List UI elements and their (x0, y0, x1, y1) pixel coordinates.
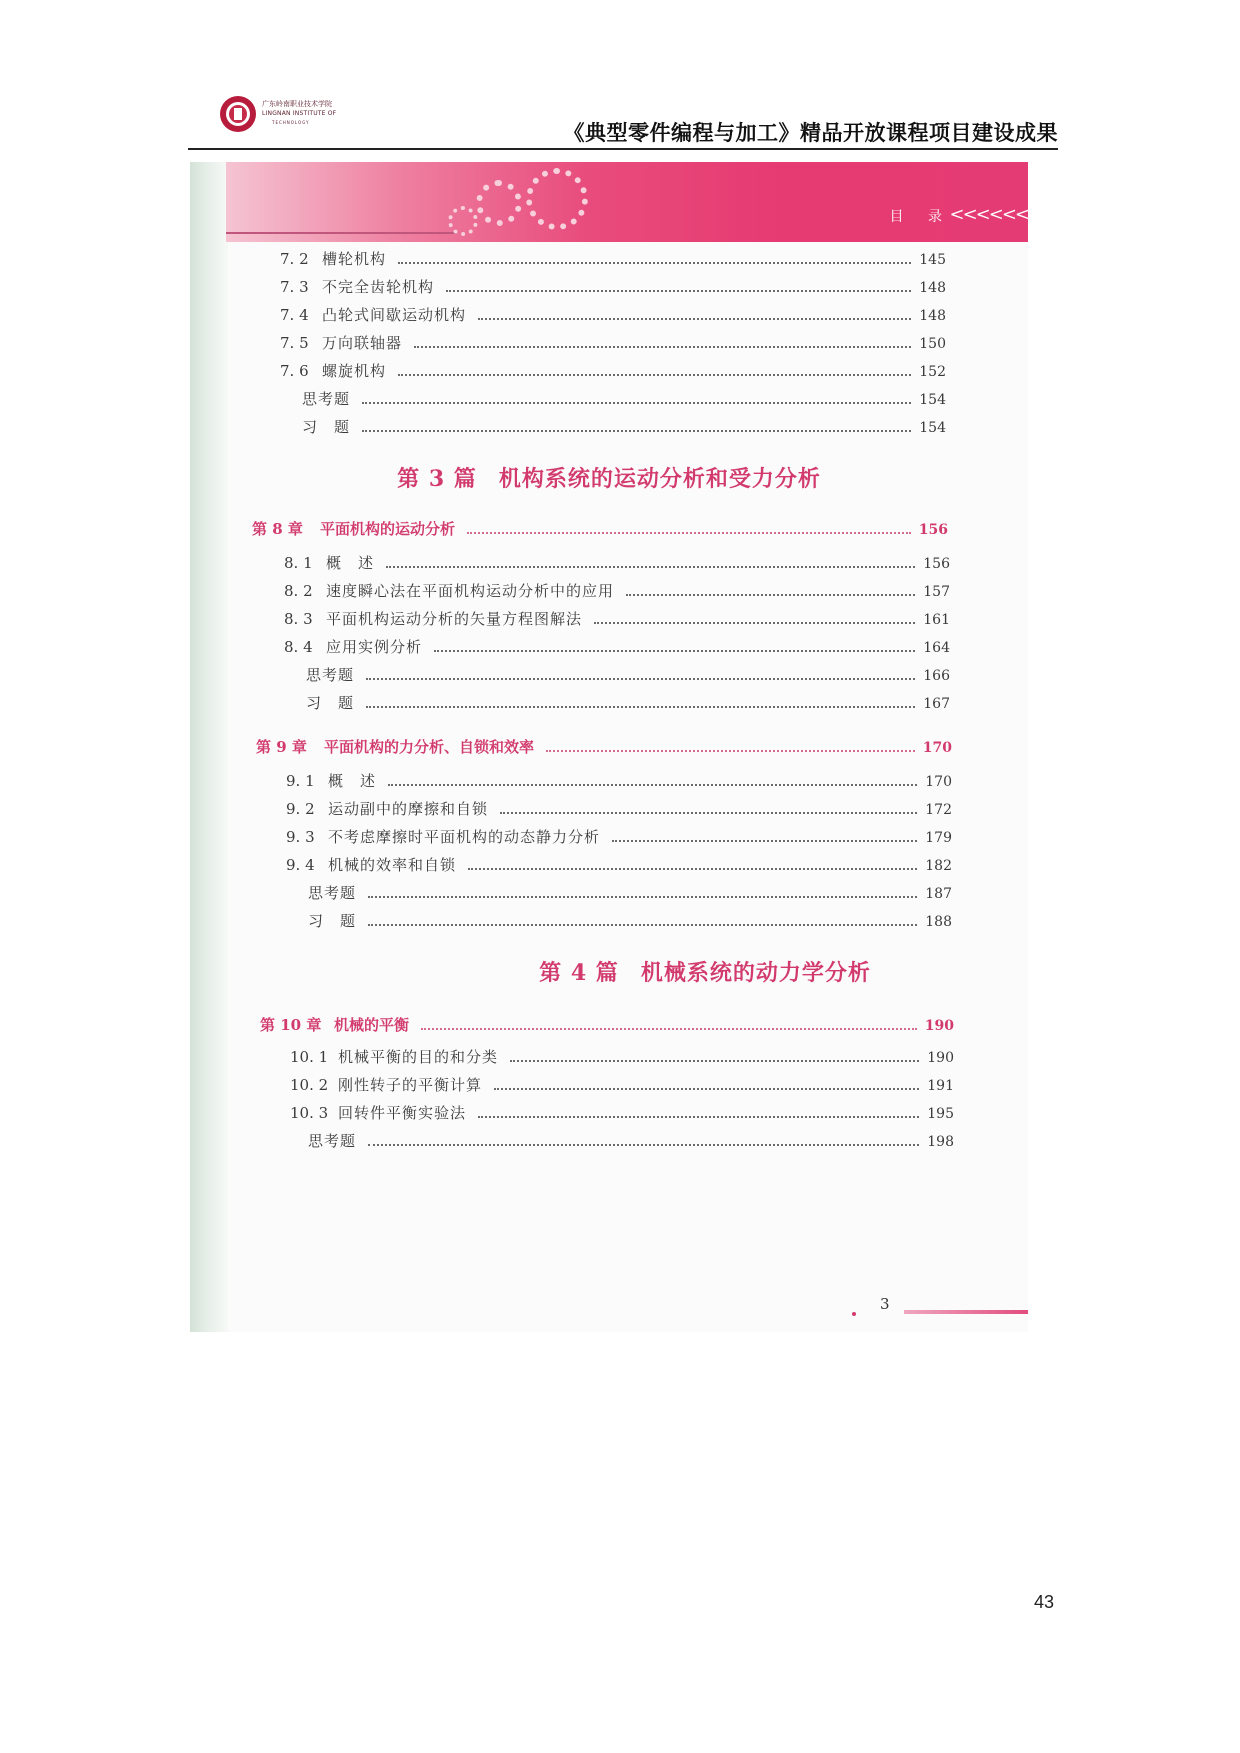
dot-leader (398, 262, 911, 264)
dot-leader (368, 896, 917, 898)
toc-entry (290, 1102, 954, 1124)
entry-page: 154 (919, 420, 946, 436)
entry-title: 习 题 (308, 912, 357, 930)
dot-leader (468, 868, 917, 870)
entry-number: 10. 3 (290, 1104, 329, 1122)
entry-page: 170 (925, 774, 952, 790)
chapter-title: 平面机构的力分析、自锁和效率 (324, 738, 535, 756)
entry-number: 8. 1 (284, 554, 313, 572)
entry-title: 机械平衡的目的和分类 (338, 1048, 499, 1066)
entry-title: 机械的效率和自锁 (328, 856, 457, 874)
dot-leader (388, 784, 917, 786)
scanned-book-page (190, 162, 1028, 1332)
chevrons-icon: <<<<<< (949, 204, 1028, 225)
toc-entry (286, 770, 952, 792)
chapter-page: 156 (918, 522, 948, 538)
logo-text (262, 100, 336, 127)
school-logo-icon (218, 94, 258, 134)
dot-leader (500, 812, 917, 814)
entry-number: 8. 4 (284, 638, 313, 656)
entry-page: 145 (919, 252, 946, 268)
entry-page: 179 (925, 830, 952, 846)
book-page-number: 3 (880, 1295, 890, 1313)
entry-number: 7. 2 (280, 250, 309, 268)
entry-page: 195 (927, 1106, 954, 1122)
toc-entry (290, 1074, 954, 1096)
page-binding-shadow (190, 162, 228, 1332)
entry-number: 8. 2 (284, 582, 313, 600)
entry-title: 不完全齿轮机构 (322, 278, 435, 296)
entry-title: 螺旋机构 (322, 362, 387, 380)
toc-entry (280, 248, 946, 270)
entry-number: 7. 6 (280, 362, 309, 380)
book-page-footer (852, 1295, 1028, 1325)
entry-page: 172 (925, 802, 952, 818)
toc-entry (284, 636, 950, 658)
entry-page: 187 (925, 886, 952, 902)
dot-leader (421, 1028, 917, 1030)
part-heading (286, 956, 1028, 987)
chapter-page: 170 (922, 740, 952, 756)
chapter-number: 第 10 章 (260, 1016, 322, 1034)
part-title: 机械系统的动力学分析 (640, 960, 871, 986)
entry-number: 7. 3 (280, 278, 309, 296)
toc-entry (286, 826, 952, 848)
logo-cn: 广东岭南职业技术学院 (262, 100, 332, 108)
entry-title: 凸轮式间歇运动机构 (322, 306, 467, 324)
entry-number: 9. 3 (286, 828, 315, 846)
toc-entry (284, 580, 950, 602)
page-number: 43 (1033, 1592, 1054, 1612)
entry-page: 188 (925, 914, 952, 930)
entry-page: 157 (923, 584, 950, 600)
entry-title: 概 述 (326, 554, 375, 572)
entry-title: 应用实例分析 (326, 638, 423, 656)
entry-page: 154 (919, 392, 946, 408)
dot-leader (386, 566, 915, 568)
entry-title: 回转件平衡实验法 (338, 1104, 467, 1122)
dot-leader (612, 840, 917, 842)
toc-entry (290, 1046, 954, 1068)
entry-page: 150 (919, 336, 946, 352)
dot-leader (546, 750, 915, 752)
chapter-number: 第 8 章 (252, 520, 303, 538)
chapter-title: 机械的平衡 (334, 1016, 410, 1034)
toc-entry (308, 910, 952, 932)
entry-number: 9. 4 (286, 856, 315, 874)
dot-leader (366, 678, 915, 680)
gear-icon (448, 206, 478, 236)
entry-page: 191 (927, 1078, 954, 1094)
toc-entry (284, 552, 950, 574)
toc-entry (280, 276, 946, 298)
entry-title: 不考虑摩擦时平面机构的动态静力分析 (328, 828, 601, 846)
toc-entry (308, 1130, 954, 1152)
part-number: 第 3 篇 (397, 466, 477, 492)
dot-leader (478, 1116, 919, 1118)
toc-entry (280, 360, 946, 382)
toc-entry (302, 388, 946, 410)
dot-leader (626, 594, 915, 596)
dot-leader (494, 1088, 919, 1090)
entry-title: 思考题 (308, 1132, 357, 1150)
footer-bar (904, 1310, 1028, 1314)
entry-title: 习 题 (306, 694, 355, 712)
entry-page: 152 (919, 364, 946, 380)
dot-leader (446, 290, 911, 292)
entry-page: 148 (919, 280, 946, 296)
entry-number: 10. 2 (290, 1076, 329, 1094)
entry-title: 概 述 (328, 772, 377, 790)
dot-leader (398, 374, 911, 376)
entry-page: 164 (923, 640, 950, 656)
dot-leader (362, 430, 911, 432)
logo-en: LINGNAN INSTITUTE OF (262, 110, 337, 117)
document-header (188, 90, 1058, 150)
entry-page: 166 (923, 668, 950, 684)
entry-page: 156 (923, 556, 950, 572)
chapter-number: 第 9 章 (256, 738, 307, 756)
entry-number: 8. 3 (284, 610, 313, 628)
entry-number: 7. 5 (280, 334, 309, 352)
toc-entry (286, 854, 952, 876)
dot-leader (368, 924, 917, 926)
entry-page: 161 (923, 612, 950, 628)
banner-rule (226, 232, 456, 234)
entry-number: 7. 4 (280, 306, 309, 324)
entry-page: 148 (919, 308, 946, 324)
entry-title: 思考题 (302, 390, 351, 408)
entry-page: 190 (927, 1050, 954, 1066)
dot-leader (510, 1060, 919, 1062)
footer-dot (852, 1312, 856, 1316)
logo-en2: TECHNOLOGY (272, 120, 310, 125)
entry-title: 思考题 (306, 666, 355, 684)
dot-leader (362, 402, 911, 404)
dot-leader (434, 650, 915, 652)
dot-leader (478, 318, 911, 320)
toc-entry (284, 608, 950, 630)
toc-entry (308, 882, 952, 904)
contents-label: 目 录 (889, 209, 952, 225)
toc-chapter-entry (260, 1014, 954, 1036)
part-heading (190, 462, 1028, 493)
toc-entry (280, 304, 946, 326)
entry-number: 9. 1 (286, 772, 315, 790)
toc-chapter-entry (256, 736, 952, 758)
dot-leader (366, 706, 915, 708)
entry-number: 9. 2 (286, 800, 315, 818)
entry-page: 167 (923, 696, 950, 712)
entry-number: 10. 1 (290, 1048, 329, 1066)
dot-leader (594, 622, 915, 624)
document-title: 《典型零件编程与加工》精品开放课程项目建设成果 (563, 121, 1058, 145)
toc-entry (306, 664, 950, 686)
entry-title: 万向联轴器 (322, 334, 403, 352)
toc-entry (280, 332, 946, 354)
dot-leader (467, 532, 911, 534)
gear-icon (476, 180, 522, 226)
entry-page: 182 (925, 858, 952, 874)
entry-title: 运动副中的摩擦和自锁 (328, 800, 489, 818)
entry-title: 速度瞬心法在平面机构运动分析中的应用 (326, 582, 615, 600)
chapter-page: 190 (924, 1018, 954, 1034)
part-title: 机构系统的运动分析和受力分析 (498, 466, 821, 492)
dot-leader (414, 346, 911, 348)
entry-page: 198 (927, 1134, 954, 1150)
dot-leader (368, 1144, 919, 1146)
toc-entry (286, 798, 952, 820)
gear-icon (526, 168, 588, 230)
toc-entry (306, 692, 950, 714)
contents-banner (226, 162, 1028, 242)
entry-title: 槽轮机构 (322, 250, 387, 268)
entry-title: 习 题 (302, 418, 351, 436)
entry-title: 刚性转子的平衡计算 (338, 1076, 483, 1094)
entry-title: 平面机构运动分析的矢量方程图解法 (326, 610, 583, 628)
part-number: 第 4 篇 (539, 960, 619, 986)
chapter-title: 平面机构的运动分析 (320, 520, 456, 538)
entry-title: 思考题 (308, 884, 357, 902)
toc-chapter-entry (252, 518, 948, 540)
toc-entry (302, 416, 946, 438)
